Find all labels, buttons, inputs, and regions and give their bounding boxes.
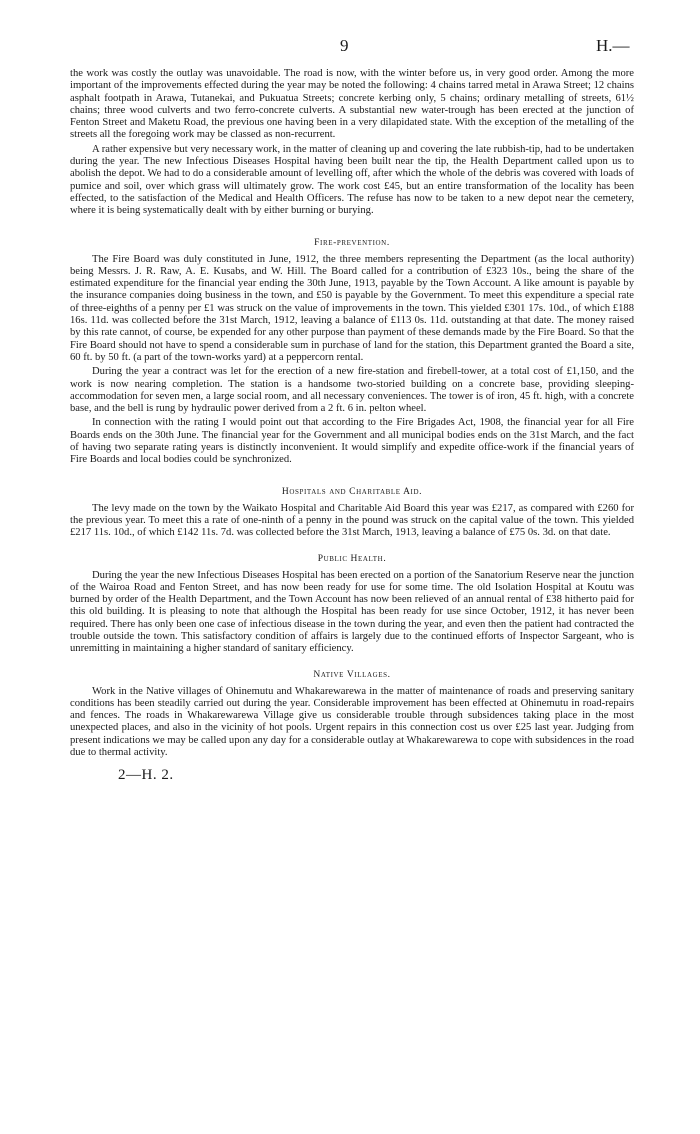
signature-mark: 2—H. 2. — [118, 767, 174, 784]
hospitals-section — [70, 487, 634, 540]
fire-prevention-section — [70, 238, 634, 467]
paragraph: During the year a contract was let for the erection of a new fire-station and firebell-tower, at a total cost of £1,150, and the work is now nearing completion. The station is a handsome two-storied building on a concrete base, providing sleeping-accommodation for seven men, a large social room, and all necessary conveniences. The tower is of iron, 45 ft. high, with a concrete base, and the bell is rung by hydraulic power derived from a 2 ft. 6 in. pelton wheel. — [70, 366, 634, 415]
public-health-section — [70, 554, 634, 656]
paragraph: Work in the Native villages of Ohinemutu and Whakarewarewa in the matter of maintenance of roads and preserving sanitary conditions has been steadily carried out during the year. Considerable improvement has been effected at Ohinemutu in road-repairs and fences. The roads in Whakarewarewa Village give us considerable trouble through subsidences taking place in the most unexpected places, and also in the vicinity of hot pools. Urgent repairs in this connection cost us over £25 last year. Judging from present indications we may be called upon any day for a considerable outlay at Whakarewarewa to cope with subsidences in the road due to thermal activity. — [70, 685, 634, 759]
intro-section — [70, 68, 634, 218]
page-number: 9 — [340, 36, 349, 55]
paragraph: The Fire Board was duly constituted in June, 1912, the three members representing the Department (as the local authority) being Messrs. J. R. Raw, A. E. Kusabs, and W. Hill. The Board called for a contribution of £323 10s., being the share of the estimated expenditure for the financial year ending the 30th June, 1913, payable by the Town Account. A like amount is payable by the insurance companies doing business in the town, and £50 is payable by the Government. To meet this expenditure a special rate of three-eighths of a penny per £1 was struck on the value of improvements in the town. This yielded £301 17s. 10d., of which £188 16s. 11d. was collected before the 31st March, 1912, leaving a balance of £113 0s. 11d. outstanding at that date. The money raised by this rate cannot, of course, be expended for any other purpose than payment of these demands made by the Fire Board. So that the Fire Board should not have to spend a considerable sum in purchase of land for the station, this Department granted the Board a site, 60 ft. by 50 ft. (a part of the town-works yard) at a peppercorn rental. — [70, 253, 634, 363]
paragraph: In connection with the rating I would point out that according to the Fire Brigades Act, 1908, the financial year for all Fire Boards ends on the 30th June. The financial year for the Government and all municipal bodies ends on the 31st March, and the fact of having two separate rating years is distinctly inconvenient. It would simplify and expedite office-work if the financial years of Fire Boards and local bodies could be synchronized. — [70, 417, 634, 466]
native-villages-section — [70, 670, 634, 760]
paragraph: During the year the new Infectious Diseases Hospital has been erected on a portion of the Sanatorium Reserve near the junction of the Wairoa Road and Fenton Street, and has now been ready for use for some time. The old Isolation Hospital at Koutu was burned by order of the Health Department, and the Town Account has now been relieved of an annual rental of £38 hitherto paid for this old building. It is pleasing to note that although the Hospital has been ready for use since October, 1912, it has never been required. There has only been one case of infectious disease in the town during the year, and even then the patient had contracted the trouble outside the town. This satisfactory condition of affairs is largely due to the continued efforts of Inspector Sargeant, who is unremitting in maintaining a higher standard of sanitary efficiency. — [70, 569, 634, 655]
section-heading: Fire-prevention. — [314, 237, 390, 248]
page-header — [70, 36, 634, 68]
section-heading: Native Villages. — [313, 669, 391, 680]
paragraph: The levy made on the town by the Waikato Hospital and Charitable Aid Board this year was £217, as compared with £260 for the previous year. To meet this a rate of one-ninth of a penny in the pound was struck on the capital value of the town. This yielded £217 11s. 10d., of which £142 11s. 7d. was collected before the 31st March, 1913, leaving a balance of £75 0s. 3d. on that date. — [70, 502, 634, 539]
paragraph: A rather expensive but very necessary work, in the matter of cleaning up and covering the late rubbish-tip, had to be undertaken during the year. The new Infectious Diseases Hospital having been built near the tip, the Health Department called upon us to abolish the depot. We had to do a considerable amount of levelling off, after which the whole of the debris was covered with loads of pumice and soil, over which grass will ultimately grow. The work cost £45, but an entire transformation of the locality has been effected, to the satisfaction of the Medical and Health Officers. The refuse has now to be taken to a new depot near the cemetery, where it is being systematically dealt with by either burning or burying. — [70, 143, 634, 217]
series-code: H.— — [596, 36, 630, 55]
section-heading: Public Health. — [317, 553, 387, 564]
paragraph: the work was costly the outlay was unavoidable. The road is now, with the winter before us, in very good order. Among the more important of the improvements effected during the year may be noted the following: 4 chains tarred metal in Arawa Street; 12 chains asphalt footpath in Arawa, Tutanekai, and Pukuatua Streets; concrete kerbing only, 5 chains; ordinary metalling of streets, 61½ chains; three wood culverts and two ferro-concrete culverts. A substantial new water-trough has been erected at the junction of Fenton Street and Maketu Road, the previous one having been in a very dilapidated state. With the exception of the metalling of the streets all the foregoing work may be classed as non-recurrent. — [70, 68, 634, 141]
section-heading: Hospitals and Charitable Aid. — [281, 486, 423, 497]
document-page — [70, 36, 634, 784]
